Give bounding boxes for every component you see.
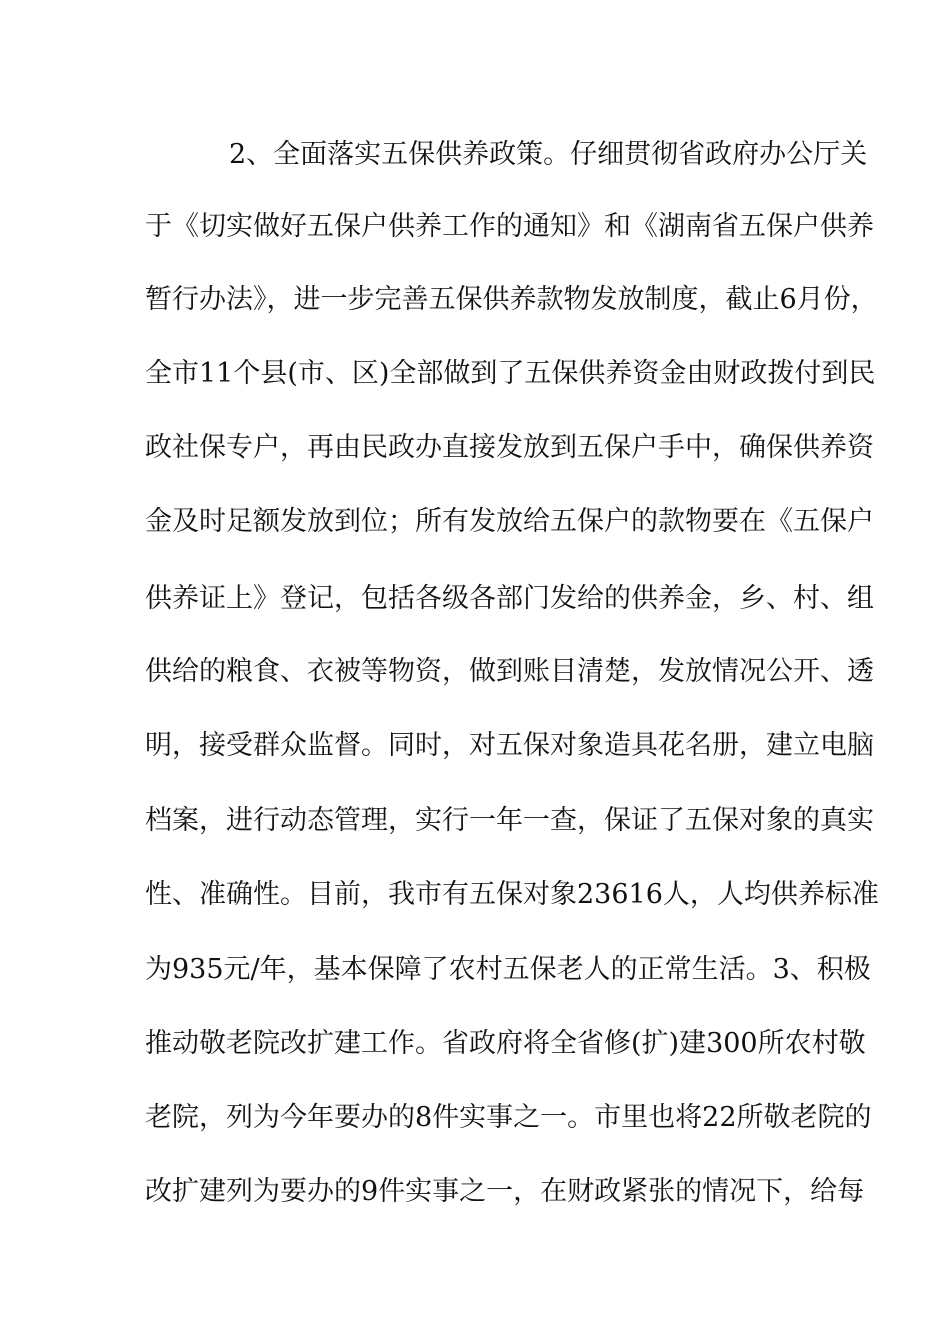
paragraph-line: 供养证上》登记，包括各级各部门发给的供养金，乡、村、组 <box>145 583 874 614</box>
paragraph-line: 档案，进行动态管理，实行一年一查，保证了五保对象的真实 <box>145 805 874 836</box>
paragraph-line: 于《切实做好五保户供养工作的通知》和《湖南省五保户供养 <box>145 211 874 242</box>
paragraph-line: 金及时足额发放到位；所有发放给五保户的款物要在《五保户 <box>145 506 874 537</box>
paragraph-line: 性、准确性。目前，我市有五保对象23616人，人均供养标准 <box>145 879 879 910</box>
paragraph-line: 推动敬老院改扩建工作。省政府将全省修(扩)建300所农村敬 <box>145 1028 866 1059</box>
paragraph-line: 全市11个县(市、区)全部做到了五保供养资金由财政拨付到民 <box>145 358 876 389</box>
paragraph-line: 明，接受群众监督。同时，对五保对象造具花名册，建立电脑 <box>145 730 874 761</box>
paragraph-line: 政社保专户，再由民政办直接发放到五保户手中，确保供养资 <box>145 432 874 463</box>
paragraph-line: 暂行办法》，进一步完善五保供养款物发放制度，截止6月份， <box>145 284 878 315</box>
paragraph-line: 为935元/年，基本保障了农村五保老人的正常生活。3、积极 <box>145 954 871 985</box>
paragraph-line: 改扩建列为要办的9件实事之一，在财政紧张的情况下，给每 <box>145 1176 865 1207</box>
paragraph-line: 老院，列为今年要办的8件实事之一。市里也将22所敬老院的 <box>145 1102 872 1133</box>
paragraph-line: 供给的粮食、衣被等物资，做到账目清楚，发放情况公开、透 <box>145 656 874 687</box>
paragraph-line: 2、全面落实五保供养政策。仔细贯彻省政府办公厅关 <box>229 139 868 170</box>
